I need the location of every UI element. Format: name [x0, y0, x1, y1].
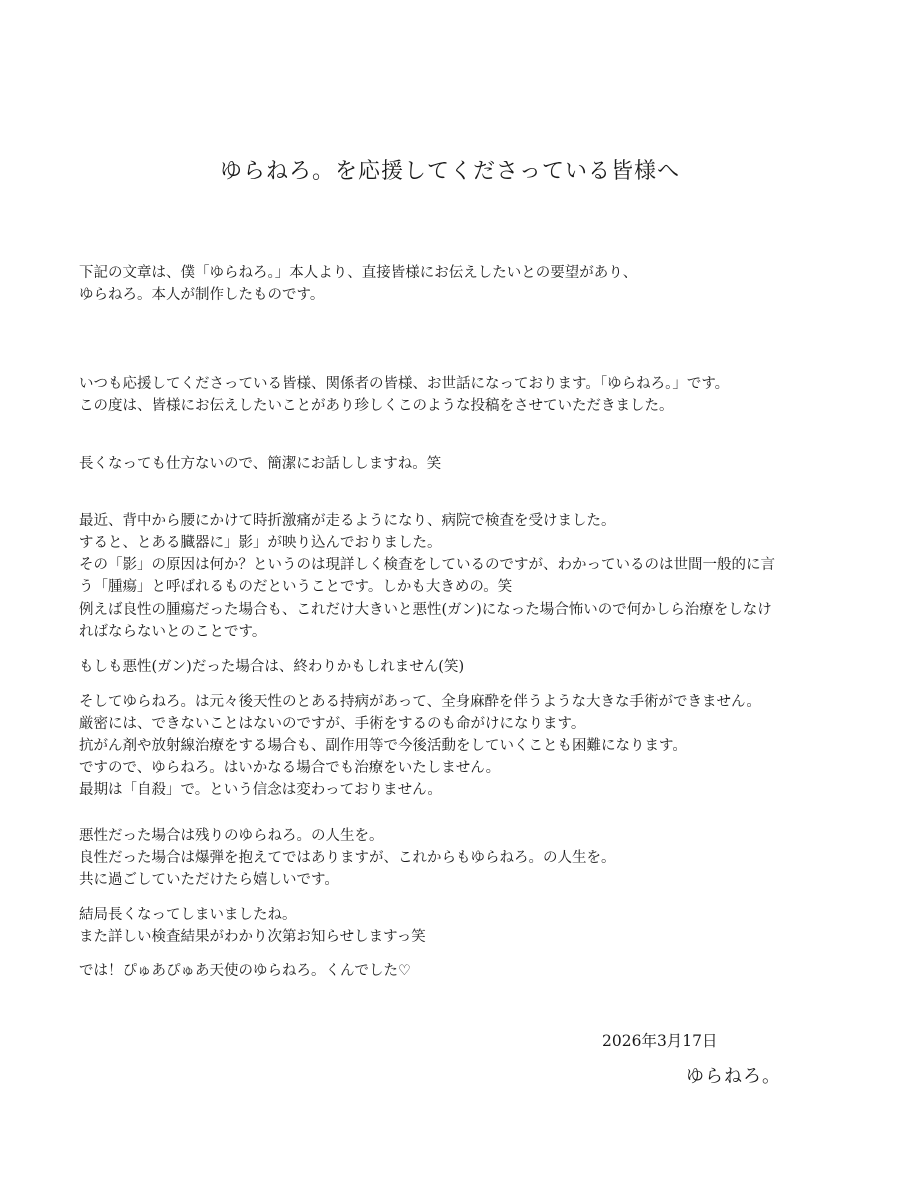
- text-line: 結局長くなってしまいましたね。: [79, 907, 297, 923]
- text-line: そしてゆらねろ。は元々後天性のとある持病があって、全身麻酔を伴うような大きな手術ができません。: [79, 694, 761, 710]
- treatment-paragraph: [79, 691, 819, 801]
- text-line: 最期は「自殺」で。という信念は変わっておりません。: [79, 782, 442, 798]
- text-line: ですので、ゆらねろ。はいかなる場合でも治療をいたしません。: [79, 760, 501, 776]
- text-line: 厳密には、できないことはないのですが、手術をするのも命がけになります。: [79, 716, 586, 732]
- text-line: また詳しい検査結果がわかり次第お知らせしますっ笑: [79, 929, 426, 945]
- signature: ゆらねろ。: [686, 1066, 781, 1087]
- text-line: では！ぴゅあぴゅあ天使のゆらねろ。くんでした♡: [79, 963, 411, 979]
- closing-paragraph: [79, 904, 819, 948]
- document-date: 2026年3月17日: [602, 1032, 718, 1050]
- future-paragraph: [79, 825, 819, 891]
- text-line: ゆらねろ。本人が制作したものです。: [79, 287, 325, 303]
- intro-paragraph: [79, 262, 819, 306]
- brief-paragraph: [79, 453, 819, 475]
- text-line: 悪性だった場合は残りのゆらねろ。の人生を。: [79, 828, 384, 844]
- text-line: う「腫瘍」と呼ばれるものだということです。しかも大きめの。笑: [79, 579, 513, 595]
- text-line: いつも応援してくださっている皆様、関係者の皆様、お世話になっております。「ゆらねろ。」です。: [79, 376, 730, 392]
- malignant-paragraph: [79, 656, 819, 678]
- text-line: 最近、背中から腰にかけて時折激痛が走るようになり、病院で検査を受けました。: [79, 513, 616, 529]
- greeting-paragraph: [79, 373, 819, 417]
- farewell-paragraph: [79, 960, 819, 982]
- text-line: 例えば良性の腫瘍だった場合も、これだけ大きいと悪性(ガン)になった場合怖いので何かしら治療をしなけ: [79, 602, 772, 618]
- text-line: この度は、皆様にお伝えしたいことがあり珍しくこのような投稿をさせていただきました。: [79, 398, 674, 414]
- text-line: ればならないとのことです。: [79, 624, 267, 640]
- text-line: 良性だった場合は爆弾を抱えてではありますが、これからもゆらねろ。の人生を。: [79, 850, 616, 866]
- text-line: 長くなっても仕方ないので、簡潔にお話ししますね。笑: [79, 456, 442, 472]
- text-line: もしも悪性(ガン)だった場合は、終わりかもしれません(笑): [79, 659, 465, 675]
- benign-paragraph: [79, 599, 819, 643]
- text-line: 下記の文章は、僕「ゆらねろ。」本人より、直接皆様にお伝えしたいとの要望があり、: [79, 265, 638, 281]
- text-line: 共に過ごしていただけたら嬉しいです。: [79, 872, 339, 888]
- diagnosis-paragraph: [79, 510, 819, 598]
- text-line: 抗がん剤や放射線治療をする場合も、副作用等で今後活動をしていくことも困難になります。: [79, 738, 687, 754]
- text-line: すると、とある臓器に」影」が映り込んでおりました。: [79, 535, 442, 551]
- document-title: ゆらねろ。を応援してくださっている皆様へ: [219, 159, 680, 184]
- text-line: その「影」の原因は何か？というのは現詳しく検査をしているのですが、わかっているのは世間一般的に言: [79, 557, 775, 573]
